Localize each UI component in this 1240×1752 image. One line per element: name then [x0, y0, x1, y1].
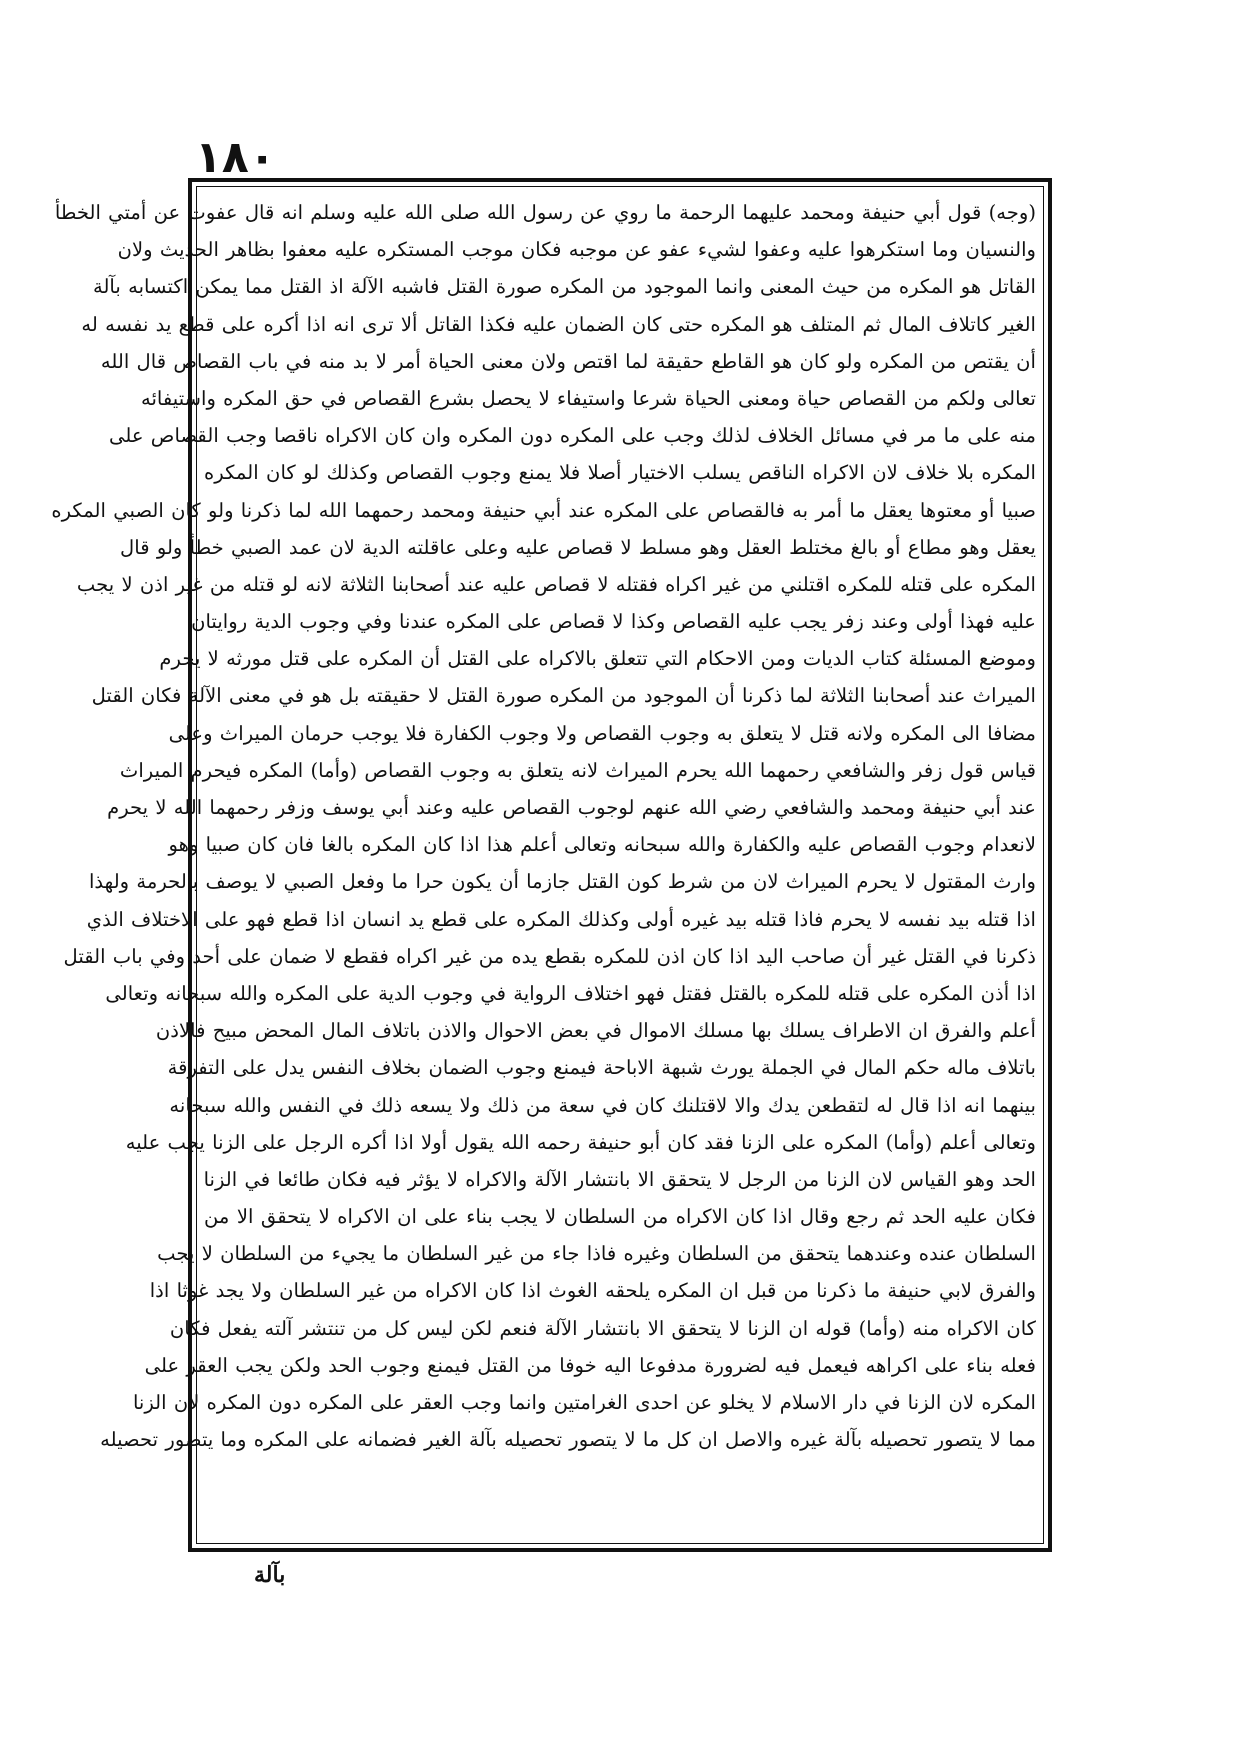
text-line: القاتل هو المكره من حيث المعنى وانما الموجود من المكره صورة القتل فاشبه الآلة اذ القتل مما يمكن اكتسابه بآلة	[92, 275, 1036, 299]
page-number: ١٨٠	[195, 132, 276, 183]
text-line: الغير كاتلاف المال ثم المتلف هو المكره حتى كان الضمان عليه فكذا القاتل ألا ترى انه اذا أكره على قطع يد نفسه له	[81, 312, 1036, 336]
text-line: مما لا يتصور تحصيله بآلة غيره والاصل ان كل ما لا يتصور تحصيله بآلة الغير فضمانه على المكره وما يتصور تحصيله	[100, 1428, 1036, 1452]
text-line: المكره لان الزنا في دار الاسلام لا يخلو عن احدى الغرامتين وانما وجب العقر على المكره دون المكره لان الزنا	[132, 1391, 1036, 1414]
text-line: عليه فهذا أولى وعند زفر يجب عليه القصاص وكذا لا قصاص على المكره عندنا وفي وجوب الدية روايتان	[191, 610, 1036, 634]
text-line: فعله بناء على اكراهه فيعمل فيه لضرورة مدفوعا اليه خوفا من القتل فيمنع وجوب الحد ولكن يجب العقر على	[144, 1353, 1036, 1377]
text-line: وموضع المسئلة كتاب الديات ومن الاحكام التي تتعلق بالاكراه على القتل أن المكره على قتل مورثه لا يحرم	[159, 647, 1036, 671]
text-line: قياس قول زفر والشافعي رحمهما الله يحرم الميراث لانه يتعلق به وجوب القصاص (وأما) المكره فيحرم الميراث	[119, 758, 1036, 782]
text-line: صبيا أو معتوها يعقل ما أمر به فالقصاص على المكره عند أبي حنيفة ومحمد رحمهما الله لما ذكرنا ولو كان الصبي المكره	[51, 498, 1036, 522]
text-line: ذكرنا في القتل غير أن صاحب اليد اذا كان اذن للمكره بقطع يده من غير اكراه فقطع لا ضمان على أحد وفي باب القتل	[63, 944, 1036, 968]
text-line: لانعدام وجوب القصاص عليه والكفارة والله سبحانه وتعالى أعلم هذا اذا كان المكره بالغا فان كان صبيا وهو	[168, 833, 1036, 857]
text-line: عند أبي حنيفة ومحمد والشافعي رضي الله عنهم لوجوب القصاص عليه وعند أبي يوسف وزفر رحمهما الله لا يحرم	[107, 796, 1036, 819]
text-line: اذا قتله بيد نفسه لا يحرم فاذا قتله بيد غيره أولى وكذلك المكره على قطع يد انسان اذا قطع فهو على الاختلاف الذي	[86, 907, 1036, 931]
text-line: يعقل وهو مطاع أو بالغ مختلط العقل وهو مسلط لا قصاص عليه وعلى عاقلته الدية لان عمد الصبي خطأ ولو قال	[120, 535, 1036, 559]
text-line: والفرق لابي حنيفة ما ذكرنا من قبل ان المكره يلحقه الغوث اذا كان الاكراه من غير السلطان ولا يجد غوثا اذا	[149, 1279, 1036, 1303]
text-line: الميراث عند أصحابنا الثلاثة لما ذكرنا أن الموجود من المكره صورة القتل لا حقيقته بل هو في معنى الآلة فكان القتل	[91, 684, 1036, 708]
text-line: اذا أذن المكره على قتله للمكره بالقتل فقتل فهو اختلاف الرواية في وجوب الدية على المكره والله سبحانه وتعالى	[105, 981, 1036, 1005]
text-line: منه على ما مر في مسائل الخلاف لذلك وجب على المكره دون المكره وان كان الاكراه ناقصا وجب القصاص على	[109, 424, 1036, 448]
catchword: بآلة	[254, 1562, 286, 1588]
text-line: المكره بلا خلاف لان الاكراه الناقص يسلب الاختيار أصلا فلا يمنع وجوب القصاص وكذلك لو كان المكره	[204, 461, 1036, 485]
text-line: وارث المقتول لا يحرم الميراث لان من شرط كون القتل جازما أن يكون حرا ما وفعل الصبي لا يوصف بالحرمة ولهذا	[88, 870, 1036, 894]
text-line: تعالى ولكم من القصاص حياة ومعنى الحياة شرعا واستيفاء لا يحصل بشرع القصاص في حق المكره واستيفائه	[140, 386, 1036, 410]
text-line: كان الاكراه منه (وأما) قوله ان الزنا لا يتحقق الا بانتشار الآلة فنعم لكن ليس كل من تنتشر آلته يفعل فكان	[169, 1316, 1036, 1340]
text-line: السلطان عنده وعندهما يتحقق من السلطان وغيره فاذا جاء من غير السلطان ما يجيء من السلطان لا يجب	[157, 1242, 1036, 1266]
text-line: (وجه) قول أبي حنيفة ومحمد عليهما الرحمة ما روي عن رسول الله صلى الله عليه وسلم انه قال عفوت عن أمتي الخطأ	[54, 201, 1036, 224]
text-line: وتعالى أعلم (وأما) المكره على الزنا فقد كان أبو حنيفة رحمه الله يقول أولا اذا أكره الرجل على الزنا يجب عليه	[125, 1130, 1036, 1154]
text-line: مضافا الى المكره ولانه قتل لا يتعلق به وجوب القصاص ولا وجوب الكفارة فلا يوجب حرمان الميراث وعلى	[168, 721, 1036, 745]
text-line: أعلم والفرق ان الاطراف يسلك بها مسلك الاموال في بعض الاحوال والاذن باتلاف المال المحض مبيح فالاذن	[155, 1019, 1036, 1043]
text-line: بينهما انه اذا قال له لتقطعن يدك والا لاقتلنك كان في سعة من ذلك ولا يسعه ذلك في النفس والله سبحانه	[169, 1093, 1036, 1117]
text-line: فكان عليه الحد ثم رجع وقال اذا كان الاكراه من السلطان لا يجب بناء على ان الاكراه لا يتحقق الا من	[204, 1205, 1036, 1229]
text-line: باتلاف ماله حكم المال في الجملة يورث شبهة الاباحة فيمنع وجوب الضمان بخلاف النفس يدل على التفرقة	[167, 1056, 1036, 1080]
text-line: المكره على قتله للمكره اقتلني من غير اكراه فقتله لا قصاص عليه عند أصحابنا الثلاثة لانه لو قتله من غير اذن لا يجب	[76, 572, 1036, 596]
text-line: الحد وهو القياس لان الزنا من الرجل لا يتحقق الا بانتشار الآلة والاكراه لا يؤثر فيه فكان طائعا في الزنا	[203, 1167, 1036, 1191]
text-line: والنسيان وما استكرهوا عليه وعفوا لشيء عفو عن موجبه فكان موجب المستكره عليه معفوا بظاهر الحديث ولان	[117, 238, 1036, 262]
text-block	[51, 194, 1036, 1536]
text-line: أن يقتص من المكره ولو كان هو القاطع حقيقة لما اقتص ولان معنى الحياة أمر لا بد منه في باب القصاص قال الله	[100, 349, 1036, 373]
